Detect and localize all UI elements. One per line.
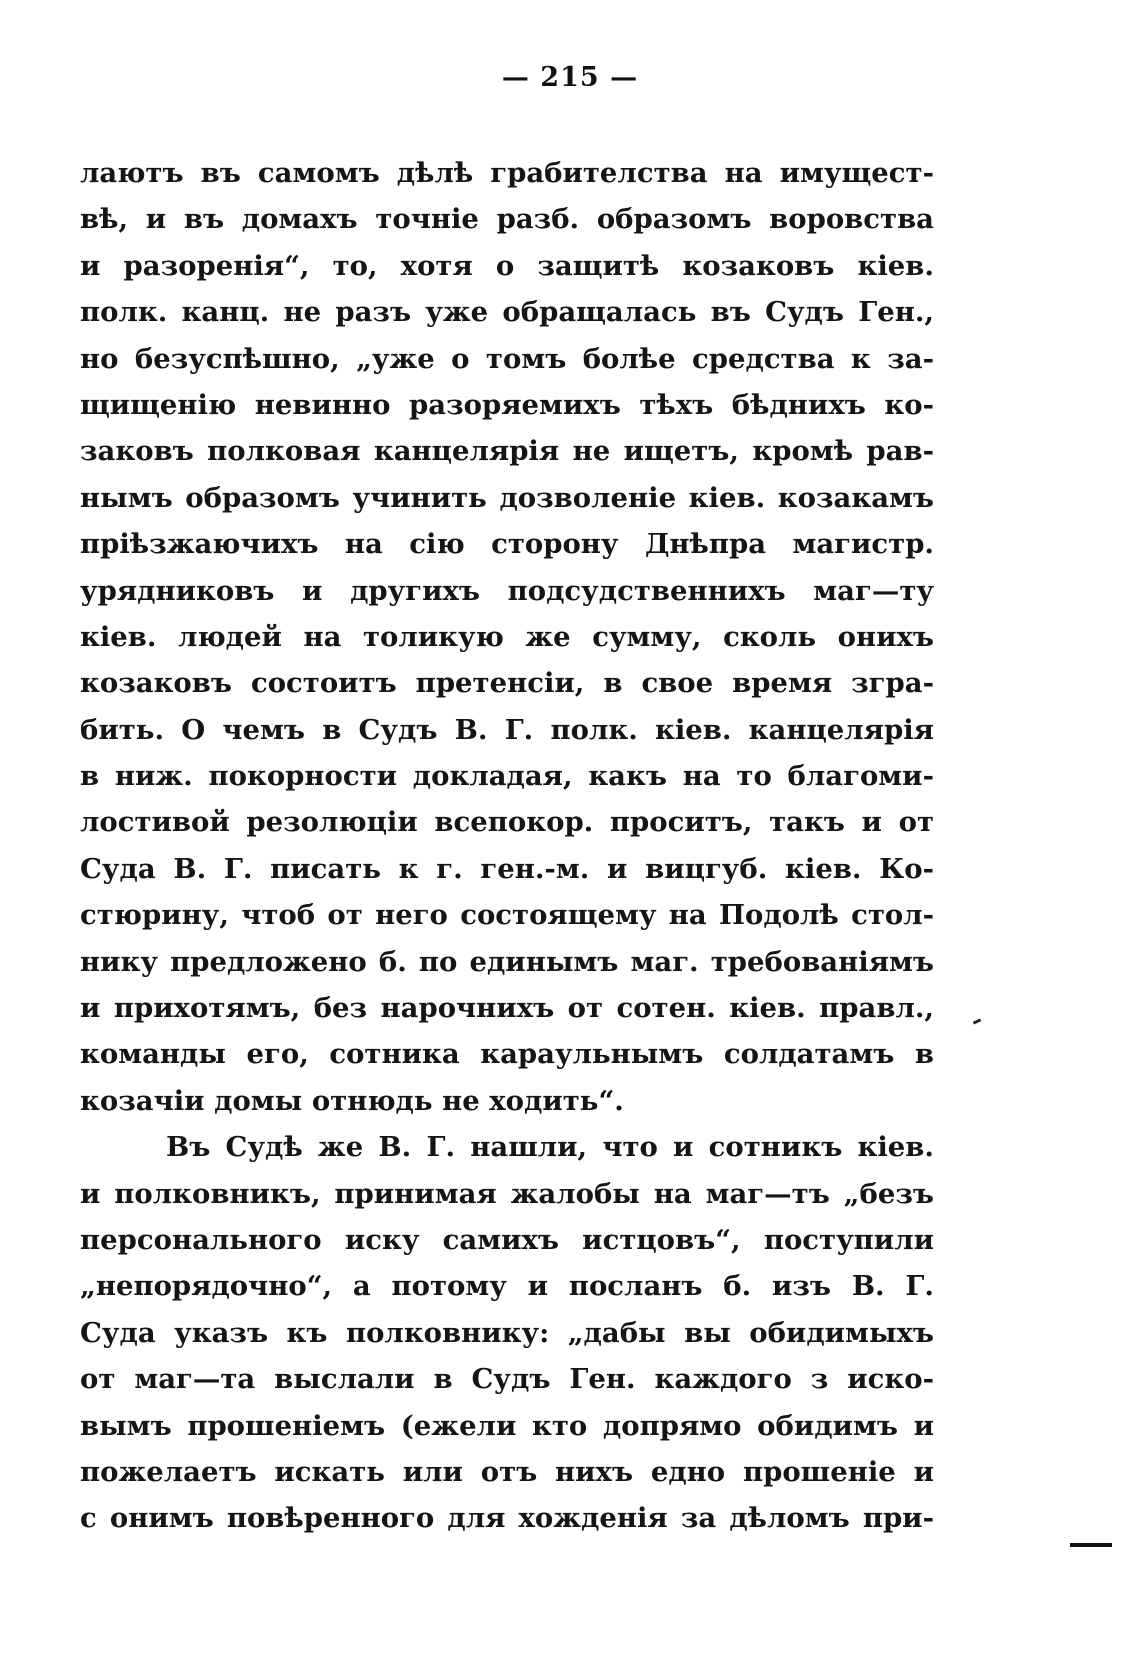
text-line: пріѣзжаючихъ на сію сторону Днѣпра магистр. (80, 528, 934, 561)
text-line: Суда В. Г. писать к г. ген.-м. и вицгуб. кіев. Ко- (80, 852, 934, 885)
text-line: и полковникъ, принимая жалобы на маг—тъ „безъ (80, 1177, 934, 1210)
text-line: с онимъ повѣренного для хожденія за дѣломъ при- (80, 1502, 934, 1535)
paragraph-end-line: козачіи домы отнюдь не ходить“. (80, 1084, 624, 1117)
text-line: лаютъ въ самомъ дѣлѣ грабителства на имущест- (80, 157, 934, 189)
text-line: в ниж. покорности докладая, какъ на то благоми- (80, 760, 934, 793)
text-line: урядниковъ и другихъ подсудственнихъ маг—ту (80, 574, 934, 607)
margin-speck (973, 1018, 982, 1024)
text-line: от маг—та выслали в Судъ Ген. каждого з иско- (80, 1363, 934, 1396)
text-line: нику предложено б. по единымъ маг. требованіямъ (80, 945, 934, 978)
margin-dash-mark (1070, 1543, 1112, 1547)
text-line: заковъ полковая канцелярія не ищетъ, кромѣ рав- (80, 435, 934, 468)
text-line: пожелаетъ искать или отъ нихъ едно прошеніе и (80, 1455, 934, 1488)
text-line: но безуспѣшно, „уже о томъ болѣе средства к за- (80, 342, 934, 375)
body-text (80, 150, 934, 1542)
text-line: и разоренія“, то, хотя о защитѣ козаковъ кіев. (80, 249, 934, 282)
text-line: щищенію невинно разоряемихъ тѣхъ бѣдниxъ ко- (80, 388, 934, 421)
text-line: бить. О чемъ в Судъ В. Г. полк. кіев. канцелярія (80, 713, 934, 746)
text-line: персональнoго иску самихъ истцовъ“, поступили (80, 1223, 934, 1256)
paragraph-start-line: Въ Судѣ же В. Г. нашли, что и сотникъ кіев. (166, 1131, 934, 1164)
text-line: козаковъ состоитъ претенсіи, в свое время згра- (80, 667, 934, 700)
text-line: кіев. людей на толикую же сумму, сколь oниxъ (80, 620, 934, 653)
text-line: вымъ прошеніемъ (ежели кто допрямо обидимъ и (80, 1409, 934, 1442)
text-line: лостивой резолюціи всепокор. проситъ, такъ и от (80, 806, 934, 839)
text-line: Суда указъ къ полковнику: „дабы вы обидимыхъ (80, 1316, 934, 1349)
text-line: полк. канц. не разъ уже обращалась въ Судъ Ген., (80, 296, 934, 329)
text-line: команды его, сотника караульнымъ солдатамъ в (80, 1038, 934, 1071)
text-line: и прихотямъ, без нарочнихъ от сотен. кіев. правл., (80, 992, 934, 1025)
text-line: нымъ образомъ учинить дозволеніе кіев. козакамъ (80, 481, 934, 514)
text-line: „непорядочно“, а потому и посланъ б. изъ В. Г. (80, 1270, 934, 1303)
text-line: стюрину, чтоб от него состоящему на Подолѣ стол- (80, 899, 934, 932)
page-number: — 215 — (501, 62, 639, 93)
text-line: вѣ, и въ домахъ точніе разб. образомъ воровства (80, 203, 934, 236)
